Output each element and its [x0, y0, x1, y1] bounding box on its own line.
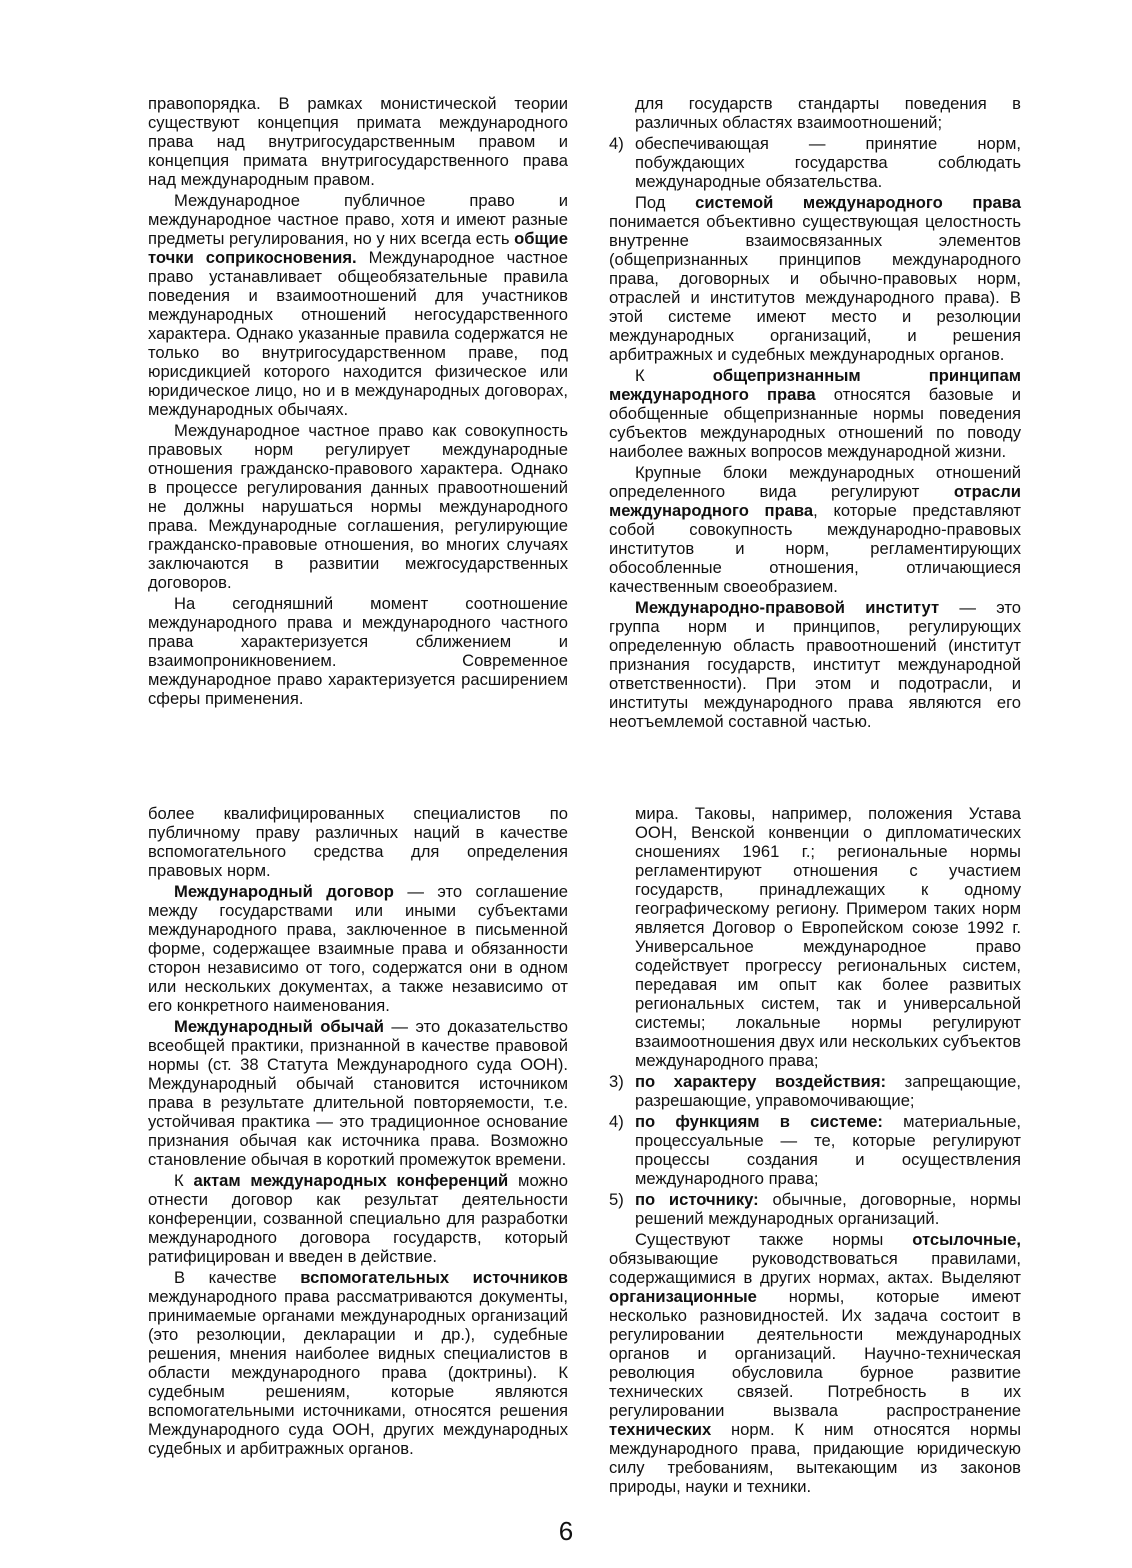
top-left-column — [148, 94, 568, 710]
term: отсылочные, — [912, 1230, 1021, 1249]
term: организационные — [609, 1287, 757, 1306]
bottom-left-column — [148, 804, 568, 1460]
term: по характеру воздействия: — [635, 1072, 887, 1091]
paragraph: правопорядка. В рамках монистической теории существуют концепция примата международного права над внутригосударственным правом и концепция примата внутригосударственного права над международным правом. — [148, 94, 568, 189]
paragraph: К общепризнанным принципам международного права относятся базовые и обобщенные общепризнанные нормы поведения субъектов международных отношений по поводу наиболее важных вопросов международной жизни. — [609, 366, 1022, 461]
term: актам международных конференций — [193, 1171, 509, 1190]
paragraph: Существуют также нормы отсылочные, обязывающие руководствоваться правилами, содержащимися в других нормах, актах. Выделяют организационные нормы, которые имеют несколько разновидностей. Их задача состоит в регулировании деятельности международных органов и организаций. Научно-техническая революция обусловила бурное развитие технических связей. Потребность в их регулировании вызвала распространение технических норм. К ним относятся нормы международного права, придающие юридическую силу требованиям, вытекающим из законов природы, науки и техники. — [609, 1230, 1021, 1496]
term: технических — [609, 1420, 712, 1439]
paragraph: Крупные блоки международных отношений определенного вида регулируют отрасли международного права, которые представляют собой совокупность международно-правовых институтов и норм, регламентирующих обособленные отношения, отличающиеся качественным своеобразием. — [609, 463, 1021, 596]
term: общие точки соприкосновения. — [148, 229, 568, 267]
bottom-right-column — [609, 804, 1021, 1498]
list-continuation: для государств стандарты поведения в различных областях взаимоотношений; — [635, 94, 1021, 132]
term: по функциям в системе: — [635, 1112, 883, 1131]
term: Международно-правовой институт — [635, 598, 940, 617]
term: системой международного права — [695, 193, 1021, 212]
page-number: 6 — [558, 1516, 574, 1546]
term: общепризнанным принципам международного права — [609, 366, 1022, 404]
list-number: 3) — [609, 1072, 624, 1091]
list-number: 4) — [609, 134, 624, 153]
list-item: 4) по функциям в системе: материальные, процессуальные — те, которые регулируют процессы создания и осуществления международного права; — [609, 1112, 1021, 1188]
paragraph: Международно-правовой институт — это группа норм и принципов, регулирующих определенную область правоотношений (институт признания государств, институт международной ответственности). При этом и подотрасли, и институты международного права являются его неотъемлемой составной частью. — [609, 598, 1021, 731]
term: отрасли международного права — [609, 482, 1021, 520]
paragraph: Международное публичное право и международное частное право, хотя и имеют разные предметы регулирования, но у них всегда есть общие точки соприкосновения. Международное частное право устанавливает общеобязательные правила поведения и взаимоотношений для участников международных отношений негосударственного характера. Однако указанные правила содержатся не только во внутригосударственном праве, под юрисдикцией которого находится физическое или юридическое лицо, но и в международных договорах, международных обычаях. — [148, 191, 568, 419]
term: вспомогательных источников — [300, 1268, 568, 1287]
list-item: 5) по источнику: обычные, договорные, нормы решений международных организаций. — [609, 1190, 1021, 1228]
list-item: 4) обеспечивающая — принятие норм, побуждающих государства соблюдать международные обязательства. — [609, 134, 1021, 191]
term: Международный договор — [174, 882, 394, 901]
term: по источнику: — [635, 1190, 759, 1209]
paragraph: Международный договор — это соглашение между государствами или иными субъектами международного права, заключенное в письменной форме, содержащее взаимные права и обязанности сторон независимо от того, содержатся они в одном или нескольких документах, а также независимо от его конкретного наименования. — [148, 882, 568, 1015]
list-continuation: мира. Таковы, например, положения Устава ООН, Венской конвенции о дипломатических сношениях 1961 г.; региональные нормы регламентируют отношения с участием государств, принадлежащих к одному географическому региону. Примером таких норм является Договор о Европейском союзе 1992 г. Универсальное международное право содействует прогрессу региональных систем, передавая им опыт как более развитых региональных систем, так и универсальной системы; локальные нормы регулируют взаимоотношения двух или нескольких субъектов международного права; — [635, 804, 1021, 1070]
top-right-column — [609, 94, 1021, 733]
list-item: 3) по характеру воздействия: запрещающие, разрешающие, управомочивающие; — [609, 1072, 1021, 1110]
term: Международный обычай — [174, 1017, 384, 1036]
paragraph: более квалифицированных специалистов по публичному праву различных наций в качестве вспомогательного средства для определения правовых норм. — [148, 804, 568, 880]
paragraph: К актам международных конференций можно отнести договор как результат деятельности конференции, созванной специально для разработки международного договора государств, который ратифицирован и введен в действие. — [148, 1171, 568, 1266]
list-number: 4) — [609, 1112, 624, 1131]
paragraph: Под системой международного права понимается объективно существующая целостность внутренне взаимосвязанных элементов (общепризнанных принципов международного права, договорных и обычно-правовых норм, отраслей и институтов международного права). В этой системе имеют место и резолюции международных организаций, и решения арбитражных и судебных международных органов. — [609, 193, 1021, 364]
list-number: 5) — [609, 1190, 624, 1209]
paragraph: Международное частное право как совокупность правовых норм регулирует международные отношения гражданско-правового характера. Однако в процессе регулирования данных правоотношений не должны нарушаться нормы международного права. Международные соглашения, регулирующие гражданско-правовые отношения, во многих случаях заключаются в развитии межгосударственных договоров. — [148, 421, 568, 592]
paragraph: Международный обычай — это доказательство всеобщей практики, признанной в качестве правовой нормы (ст. 38 Статута Международного суда ООН). Международный обычай становится источником права в результате длительной повторяемости, т.е. устойчивая практика — это традиционное основание признания обычая как источника права. Возможно становление обычая в короткий промежуток времени. — [148, 1017, 568, 1169]
paragraph: На сегодняшний момент соотношение международного права и международного частного права характеризуется сближением и взаимопроникновением. Современное международное право характеризуется расширением сферы применения. — [148, 594, 568, 708]
paragraph: В качестве вспомогательных источников международного права рассматриваются документы, принимаемые органами международных организаций (это резолюции, декларации и др.), судебные решения, мнения наиболее видных специалистов в области международного права (доктрины). К судебным решениям, которые являются вспомогательными источниками, относятся решения Международного суда ООН, других международных судебных и арбитражных органов. — [148, 1268, 568, 1458]
